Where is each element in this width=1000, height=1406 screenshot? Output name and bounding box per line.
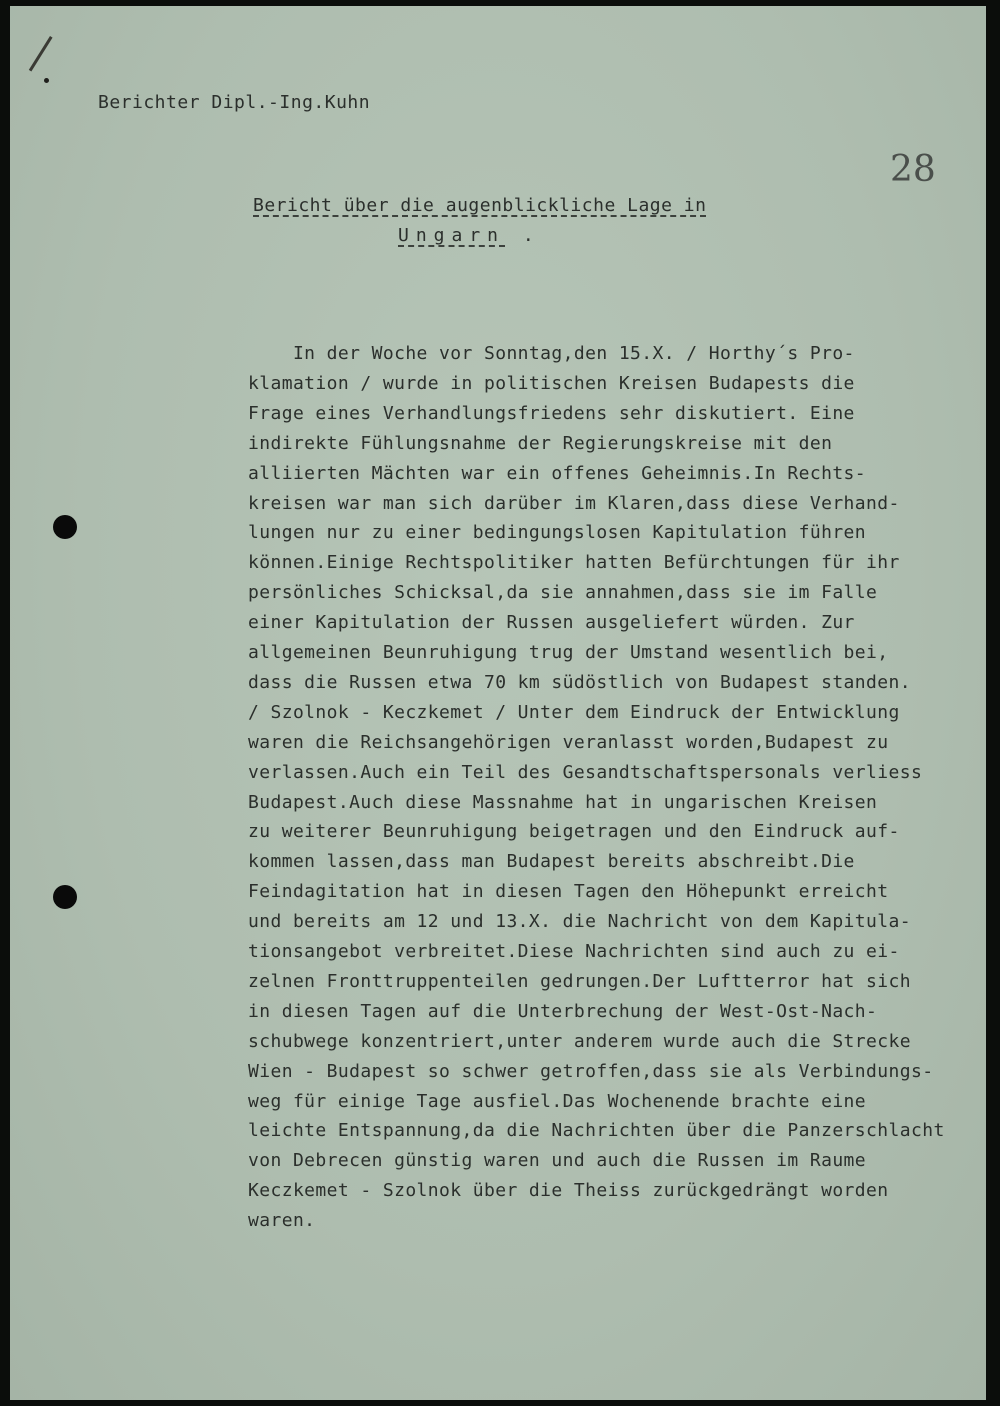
body-line: lungen nur zu einer bedingungslosen Kapitulation führen [248,522,867,544]
punch-hole-lower [53,885,77,909]
body-line: Feindagitation hat in diesen Tagen den Höhepunkt erreicht [248,881,889,903]
title-line-2 [398,225,541,246]
pencil-mark [29,36,53,72]
body-line: klamation / wurde in politischen Kreisen Budapests die [248,372,855,394]
body-line: In der Woche vor Sonntag,den 15.X. / Horthy´s Pro- [248,343,855,364]
punch-hole-upper [53,515,77,539]
body-line: Wien - Budapest so schwer getroffen,dass sie als Verbindungs- [248,1060,934,1082]
body-line: kreisen war man sich darüber im Klaren,dass diese Verhand- [248,492,900,514]
body-line: kommen lassen,dass man Budapest bereits abschreibt.Die [248,851,855,873]
body-line: zu weiterer Beunruhigung beigetragen und den Eindruck auf- [248,821,900,843]
body-line: zelnen Fronttruppenteilen gedrungen.Der Luftterror hat sich [248,970,911,992]
body-line: leichte Entspannung,da die Nachrichten über die Panzerschlacht [248,1120,945,1142]
body-line: Keczkemet - Szolnok über die Theiss zurückgedrängt worden [248,1180,889,1202]
body-line: indirekte Fühlungsnahme der Regierungskreise mit den [248,432,833,454]
body-line: Budapest.Auch diese Massnahme hat in ungarischen Kreisen [248,791,878,813]
body-line: allgemeinen Beunruhigung trug der Umstand wesentlich bei, [248,642,889,663]
body-line: verlassen.Auch ein Teil des Gesandtschaftspersonals verliess [248,761,923,783]
body-line: und bereits am 12 und 13.X. die Nachricht von dem Kapitula- [248,911,911,933]
body-line: von Debrecen günstig waren und auch die Russen im Raume [248,1150,867,1172]
title-line-1: Bericht über die augenblickliche Lage in [253,195,707,216]
document-page [10,6,986,1400]
page-number: 28 [890,149,936,190]
body-line: einer Kapitulation der Russen ausgeliefert würden. Zur [248,612,855,634]
body-line: waren die Reichsangehörigen veranlasst worden,Budapest zu [248,731,889,753]
body-line: in diesen Tagen auf die Unterbrechung der West-Ost-Nach- [248,1000,878,1022]
body-line: können.Einige Rechtspolitiker hatten Befürchtungen für ihr [248,552,900,574]
body-line: dass die Russen etwa 70 km südöstlich von Budapest standen. [248,671,911,693]
body-line: Frage eines Verhandlungsfriedens sehr diskutiert. Eine [248,402,855,424]
title-country: Ungarn [398,225,506,246]
body-line: persönliches Schicksal,da sie annahmen,dass sie im Falle [248,582,878,604]
body-line: alliierten Mächten war ein offenes Geheimnis.In Rechts- [248,462,867,484]
body-line: / Szolnok - Keczkemet / Unter dem Eindruck der Entwicklung [248,701,900,723]
title-suffix: . [505,225,541,246]
body-line: weg für einige Tage ausfiel.Das Wochenende brachte eine [248,1090,867,1112]
body-line: tionsangebot verbreitet.Diese Nachrichten sind auch zu ei- [248,941,900,962]
body-line: waren. [248,1210,316,1232]
body-line: schubwege konzentriert,unter anderem wurde auch die Strecke [248,1030,911,1052]
reporter-line: Berichter Dipl.-Ing.Kuhn [98,92,371,113]
ink-dot [44,78,49,83]
